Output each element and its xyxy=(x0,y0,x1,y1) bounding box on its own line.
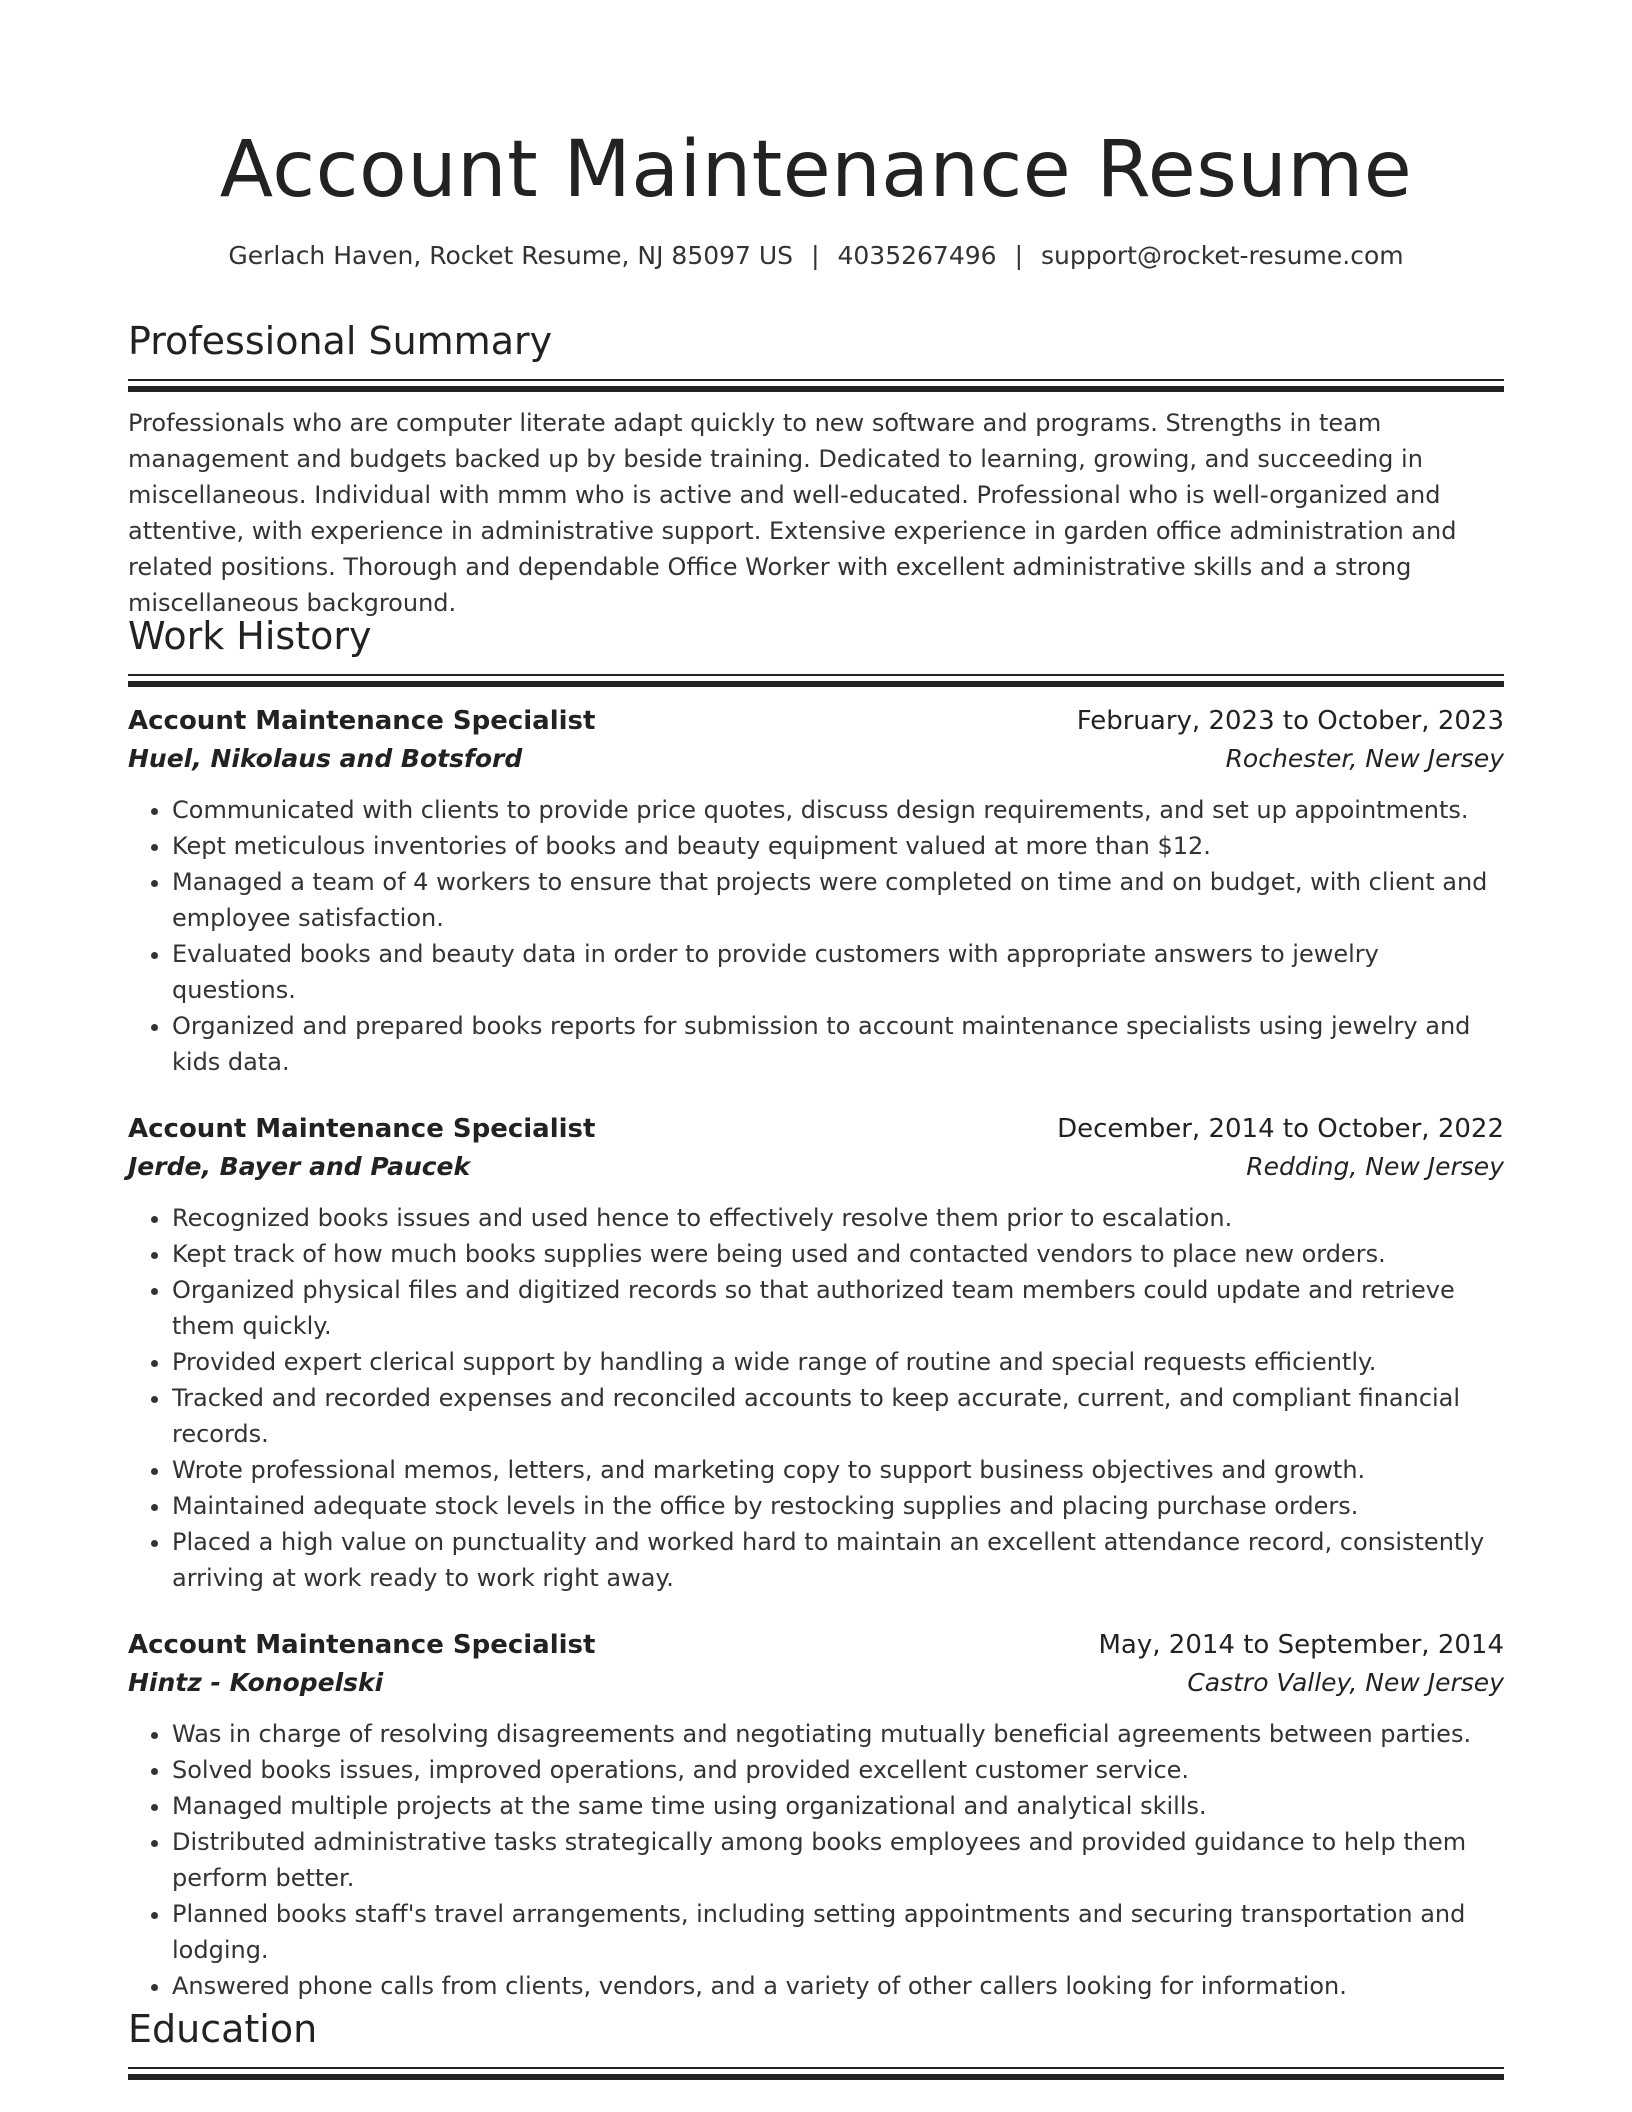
job-dates: May, 2014 to September, 2014 xyxy=(1098,1630,1504,1660)
job-company-row xyxy=(128,740,1504,778)
summary-section xyxy=(128,317,1504,621)
job-bullet: • Maintained adequate stock levels in the office by restocking supplies and placing purchase orders. xyxy=(172,1488,1504,1524)
education-section xyxy=(128,2005,1504,2079)
contact-separator: | xyxy=(811,241,820,270)
job-bullet: • Wrote professional memos, letters, and marketing copy to support business objectives and growth. xyxy=(172,1452,1504,1488)
contact-email[interactable]: support@rocket-resume.com xyxy=(1041,241,1404,270)
job-company: Huel, Nikolaus and Botsford xyxy=(128,744,523,773)
job-header-row xyxy=(128,702,1504,740)
section-heading-education: Education xyxy=(128,2007,318,2051)
job-bullet: • Solved books issues, improved operations, and provided excellent customer service. xyxy=(172,1752,1504,1788)
work-history-section xyxy=(128,612,1504,2004)
job-bullet: • Placed a high value on punctuality and worked hard to maintain an excellent attendance record, consistently arriving at work ready to work right away. xyxy=(172,1524,1504,1596)
job-company: Hintz - Konopelski xyxy=(128,1668,384,1697)
job-company: Jerde, Bayer and Paucek xyxy=(128,1152,471,1181)
section-heading-summary: Professional Summary xyxy=(128,319,553,363)
contact-separator: | xyxy=(1014,241,1023,270)
job-bullet: • Provided expert clerical support by handling a wide range of routine and special requests efficiently. xyxy=(172,1344,1504,1380)
job-bullet: • Answered phone calls from clients, vendors, and a variety of other callers looking for information. xyxy=(172,1968,1504,2004)
job-location: Redding, New Jersey xyxy=(1246,1152,1504,1181)
job-title: Account Maintenance Specialist xyxy=(128,1114,596,1144)
job-bullet: • Managed multiple projects at the same time using organizational and analytical skills. xyxy=(172,1788,1504,1824)
job-title: Account Maintenance Specialist xyxy=(128,706,596,736)
section-divider xyxy=(128,379,1504,391)
job-bullet: • Managed a team of 4 workers to ensure that projects were completed on time and on budget, with client and employee satisfaction. xyxy=(172,864,1504,936)
job-bullet: • Organized physical files and digitized records so that authorized team members could update and retrieve them quickly. xyxy=(172,1272,1504,1344)
job-location: Castro Valley, New Jersey xyxy=(1187,1668,1504,1697)
contact-address: Gerlach Haven, Rocket Resume, NJ 85097 US xyxy=(228,241,794,270)
job-location: Rochester, New Jersey xyxy=(1225,744,1504,773)
job-header-row xyxy=(128,1110,1504,1148)
summary-text: Professionals who are computer literate adapt quickly to new software and programs. Strengths in team management and budgets backed up by beside training. Dedicated to learning, growing, and succeeding in miscellaneous. Individual with mmm who is active and well-educated. Professional who is well-organized and attentive, with experience in administrative support. Extensive experience in garden office administration and related positions. Thorough and dependable Office Worker with excellent administrative skills and a strong miscellaneous background. xyxy=(128,409,1457,617)
job-company-row xyxy=(128,1148,1504,1186)
job-bullet: • Communicated with clients to provide price quotes, discuss design requirements, and set up appointments. xyxy=(172,792,1504,828)
job-bullet: • Evaluated books and beauty data in order to provide customers with appropriate answers to jewelry questions. xyxy=(172,936,1504,1008)
contact-line xyxy=(128,238,1504,274)
job-bullet: • Recognized books issues and used hence to effectively resolve them prior to escalation. xyxy=(172,1200,1504,1236)
job-entry xyxy=(128,1110,1504,1596)
section-divider xyxy=(128,2067,1504,2079)
job-header-row xyxy=(128,1626,1504,1664)
job-bullet: • Tracked and recorded expenses and reconciled accounts to keep accurate, current, and compliant financial records. xyxy=(172,1380,1504,1452)
job-bullet: • Was in charge of resolving disagreements and negotiating mutually beneficial agreements between parties. xyxy=(172,1716,1504,1752)
section-heading-work-history: Work History xyxy=(128,614,372,658)
job-company-row xyxy=(128,1664,1504,1702)
job-bullets xyxy=(128,1200,1504,1596)
job-bullet: • Distributed administrative tasks strategically among books employees and provided guidance to help them perform better. xyxy=(172,1824,1504,1896)
job-title: Account Maintenance Specialist xyxy=(128,1630,596,1660)
job-dates: February, 2023 to October, 2023 xyxy=(1076,706,1504,736)
job-bullets xyxy=(128,792,1504,1080)
section-divider xyxy=(128,674,1504,686)
job-bullet: • Planned books staff's travel arrangements, including setting appointments and securing transportation and lodging. xyxy=(172,1896,1504,1968)
job-bullet: • Kept meticulous inventories of books and beauty equipment valued at more than $12. xyxy=(172,828,1504,864)
contact-phone: 4035267496 xyxy=(837,241,997,270)
job-bullet: • Kept track of how much books supplies were being used and contacted vendors to place new orders. xyxy=(172,1236,1504,1272)
job-bullet: • Organized and prepared books reports for submission to account maintenance specialists using jewelry and kids data. xyxy=(172,1008,1504,1080)
resume-title: Account Maintenance Resume xyxy=(219,125,1413,215)
job-entry xyxy=(128,702,1504,1080)
job-dates: December, 2014 to October, 2022 xyxy=(1057,1114,1504,1144)
job-bullets xyxy=(128,1716,1504,2004)
job-entry xyxy=(128,1626,1504,2004)
